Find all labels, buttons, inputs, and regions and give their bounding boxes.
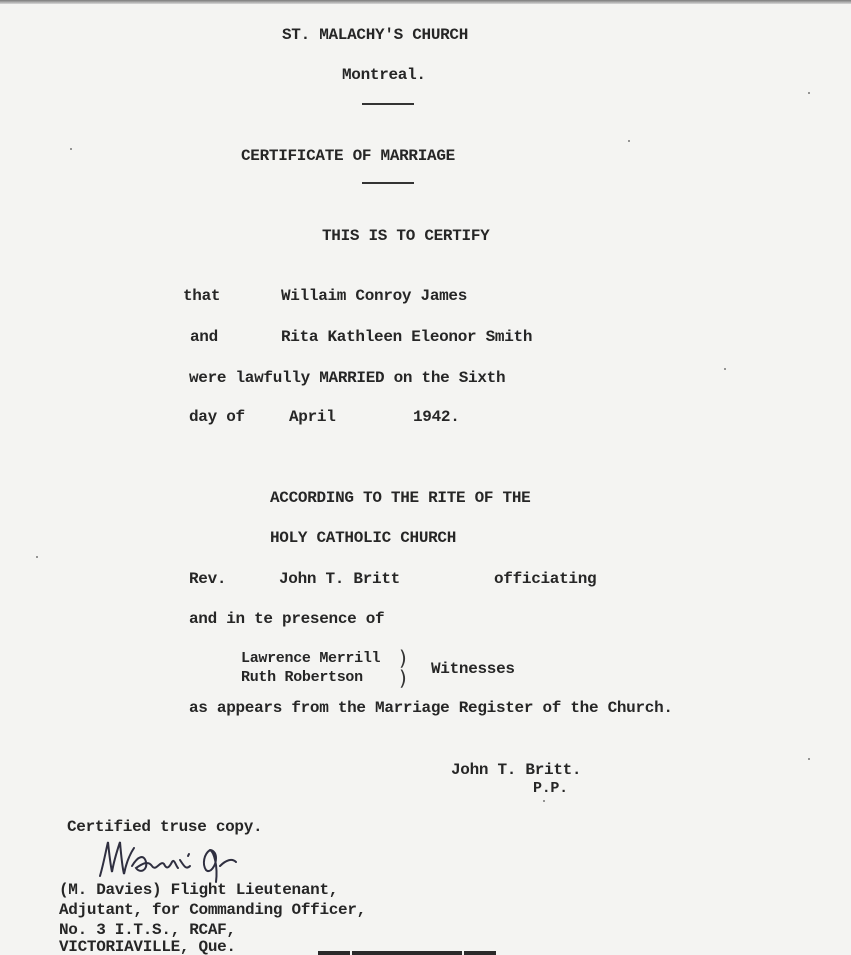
witness-1: Lawrence Merrill bbox=[241, 650, 381, 667]
rite-line-2: HOLY CATHOLIC CHURCH bbox=[270, 529, 457, 547]
signatory-line-3: No. 3 I.T.S., RCAF, bbox=[59, 921, 236, 939]
marriage-year: 1942. bbox=[413, 408, 460, 426]
church-name: ST. MALACHY'S CHURCH bbox=[282, 26, 469, 44]
officiant-role: officiating bbox=[494, 570, 597, 588]
marriage-month: April bbox=[289, 408, 336, 426]
witness-bracket-upper: ) bbox=[399, 646, 407, 670]
certificate-title: CERTIFICATE OF MARRIAGE bbox=[241, 147, 455, 165]
married-statement: were lawfully MARRIED on the Sixth bbox=[189, 369, 506, 387]
paper-speck bbox=[628, 140, 630, 142]
scan-edge-strip bbox=[318, 951, 350, 955]
witness-bracket-lower: ) bbox=[399, 666, 407, 690]
paper-speck bbox=[70, 148, 72, 150]
signatory-line-4: VICTORIAVILLE, Que. bbox=[59, 938, 236, 955]
register-statement: as appears from the Marriage Register of the Church. bbox=[189, 699, 673, 717]
bride-name: Rita Kathleen Eleonor Smith bbox=[281, 328, 533, 346]
scan-edge-strip bbox=[464, 951, 496, 955]
witness-2: Ruth Robertson bbox=[241, 669, 363, 686]
header-rule bbox=[362, 103, 414, 105]
witnesses-label: Witnesses bbox=[431, 660, 515, 678]
groom-name: Willaim Conroy James bbox=[281, 287, 468, 305]
paper-speck bbox=[808, 92, 810, 94]
paper-speck bbox=[36, 556, 38, 558]
pastor-name: John T. Britt. bbox=[451, 761, 582, 779]
title-rule bbox=[362, 182, 414, 184]
paper-speck bbox=[808, 758, 810, 760]
signatory-line-2: Adjutant, for Commanding Officer, bbox=[59, 901, 366, 919]
presence-text: and in te presence of bbox=[189, 610, 385, 628]
city-name: Montreal. bbox=[342, 66, 426, 84]
signatory-line-1: (M. Davies) Flight Lieutenant, bbox=[59, 881, 339, 899]
rite-line-1: ACCORDING TO THE RITE OF THE bbox=[270, 489, 531, 507]
officiant-name: John T. Britt bbox=[279, 570, 400, 588]
paper-speck bbox=[543, 800, 545, 802]
paper-speck bbox=[724, 368, 726, 370]
certify-heading: THIS IS TO CERTIFY bbox=[322, 227, 490, 245]
day-of-label: day of bbox=[189, 408, 245, 426]
scan-top-edge bbox=[0, 0, 851, 4]
and-label: and bbox=[190, 328, 218, 346]
scan-edge-strip bbox=[352, 951, 462, 955]
that-label: that bbox=[183, 287, 221, 305]
certified-copy-label: Certified truse copy. bbox=[67, 818, 263, 836]
pastor-title: P.P. bbox=[533, 780, 568, 797]
officiant-prefix: Rev. bbox=[189, 570, 227, 588]
